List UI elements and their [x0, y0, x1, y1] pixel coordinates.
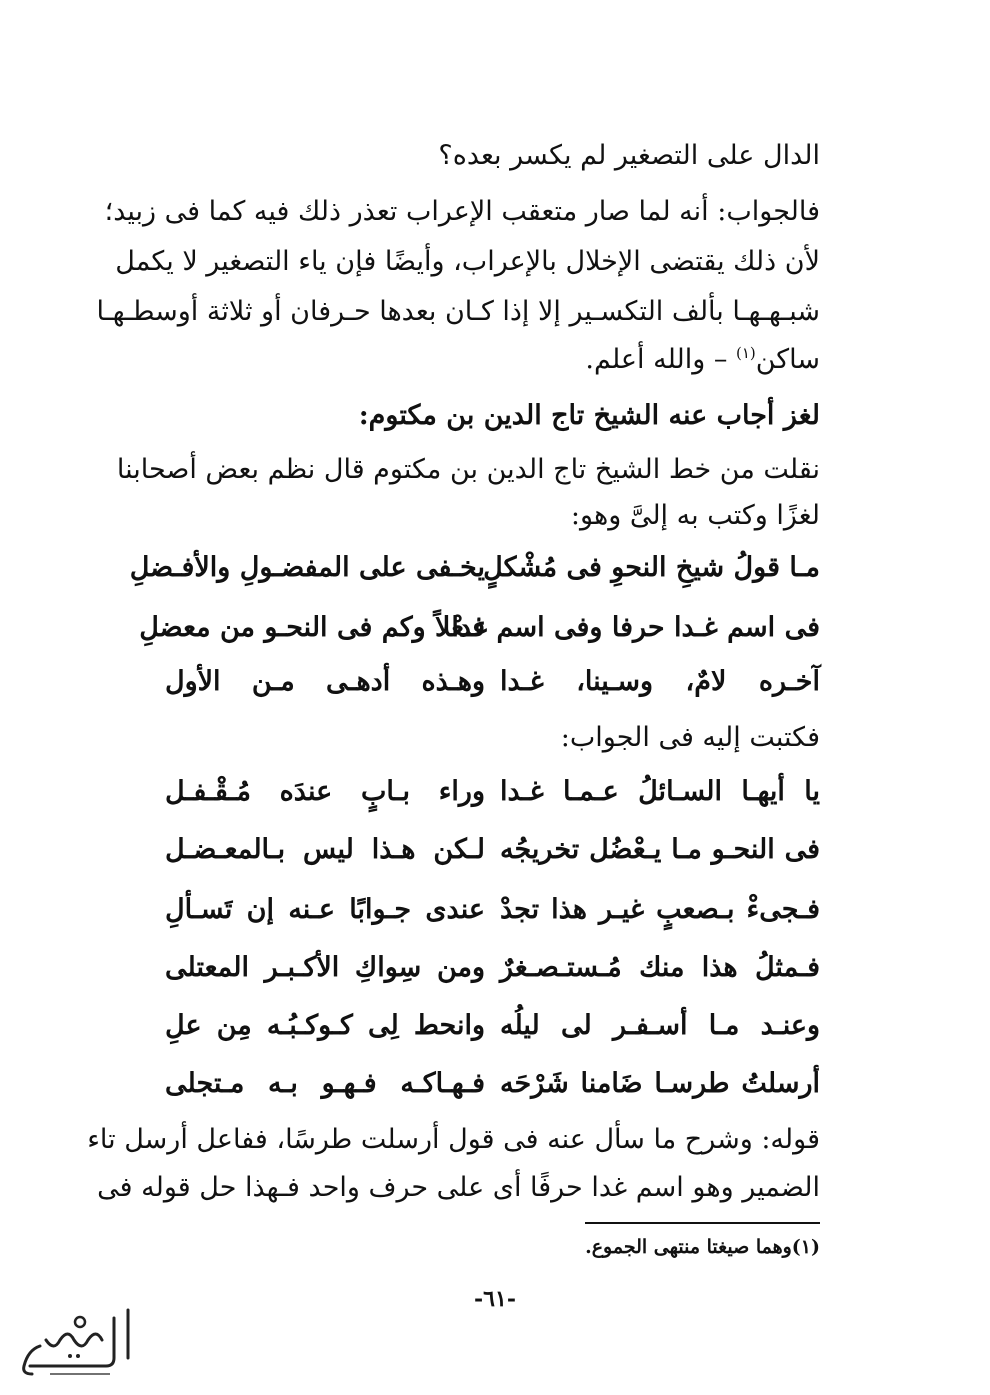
text-line-5-tail: – والله أعلم.	[585, 344, 736, 375]
verse-first-hemistich: فى اسم غـدا حرفا وفى اسم غدا	[451, 612, 820, 643]
footnote-divider	[585, 1222, 820, 1224]
intro-line-2: لغزًا وكتب به إلىَّ وهو:	[570, 500, 820, 531]
closing-line-1: قوله: وشرح ما سأل عنه فى قول أرسلت طرسًا، ففاعل أرسل تاء	[87, 1124, 820, 1155]
footnote: (١)وهما صيغتا منتهى الجموع.	[585, 1236, 820, 1258]
verse-row	[165, 1060, 820, 1108]
text-line-5-main: ساكن	[755, 344, 820, 375]
library-stamp-logo	[10, 1300, 140, 1382]
verse-row	[139, 604, 820, 652]
verse-second-hemistich: فـهـاكـه فـهـو بـه مـتجلى	[165, 1068, 485, 1099]
verse-row	[129, 544, 820, 592]
footnote-marker: (١)	[735, 344, 756, 362]
verse-row	[165, 768, 820, 816]
text-line-3: لأن ذلك يقتضى الإخلال بالإعراب، وأيضًا فإن ياء التصغير لا يكمل	[115, 246, 820, 277]
verse-first-hemistich: وعنـد مـا أسـفـر لى ليلُه	[500, 1010, 820, 1041]
verse-row	[165, 658, 820, 706]
reply-intro: فكتبت إليه فى الجواب:	[560, 722, 820, 753]
verse-second-hemistich: فـعْلاً وكم فى النحـو من معضلِ	[139, 612, 485, 643]
text-line-2: فالجواب: أنه لما صار متعقب الإعراب تعذر ذلك فيه كما فى زبيد؛	[104, 196, 820, 227]
verse-first-hemistich: فـجىءْ بـصعبٍ غيـر هذا تجدْ	[500, 894, 820, 925]
verse-row	[165, 944, 820, 992]
verse-second-hemistich: لـكن هـذا ليس بـالمعـضـل	[165, 834, 485, 865]
verse-row	[165, 1002, 820, 1050]
intro-line-1: نقلت من خط الشيخ تاج الدين بن مكتوم قال نظم بعض أصحابنا	[116, 454, 820, 485]
verse-second-hemistich: وانحط لِى كـوكـبُـه مِن علِ	[165, 1010, 485, 1041]
verse-row	[165, 886, 820, 934]
verse-first-hemistich: مـا قولُ شيخِ النحوِ فى مُشْكلٍ	[483, 552, 820, 583]
verse-second-hemistich: يخـفى على المفضـولِ والأفـضلِ	[129, 552, 485, 583]
page-number: -٦١-	[474, 1286, 516, 1312]
text-line-1: الدال على التصغير لم يكسر بعده؟	[438, 140, 820, 171]
verse-row	[165, 826, 820, 874]
text-line-4: شبـهـهـا بألف التكسـير إلا إذا كـان بعدها حـرفان أو ثلاثة أوسطـهـا	[96, 296, 820, 327]
verse-second-hemistich: عندى جـوابًا عـنه إن تَسـألِ	[165, 894, 485, 925]
verse-first-hemistich: فى النحـو مـا يـعْضُل تخريجُه	[500, 834, 820, 865]
riddle-heading: لغز أجاب عنه الشيخ تاج الدين بن مكتوم:	[358, 400, 820, 431]
verse-second-hemistich: وهـذه أدهـى مـن الأول	[165, 666, 485, 697]
verse-first-hemistich: يا أيهـا السـائلُ عـمـا غـدا	[500, 776, 820, 807]
verse-first-hemistich: أرسلتُ طرسـا ضَامنا شَرْحَه	[500, 1068, 820, 1099]
closing-line-2: الضمير وهو اسم غدا حرفًا أى على حرف واحد فـهذا حل قوله فى	[97, 1172, 820, 1203]
verse-first-hemistich: آخـره لامٌ، وسـينا، غـدا	[500, 666, 820, 697]
verse-second-hemistich: وراء بـابٍ عندَه مُـقْـفـل	[165, 776, 485, 807]
text-line-5	[165, 340, 820, 380]
verse-first-hemistich: فـمثلُ هذا منك مُـستـصـغرٌ	[500, 952, 820, 983]
verse-second-hemistich: ومن سِواكِ الأكـبـر المعتلى	[165, 952, 485, 983]
